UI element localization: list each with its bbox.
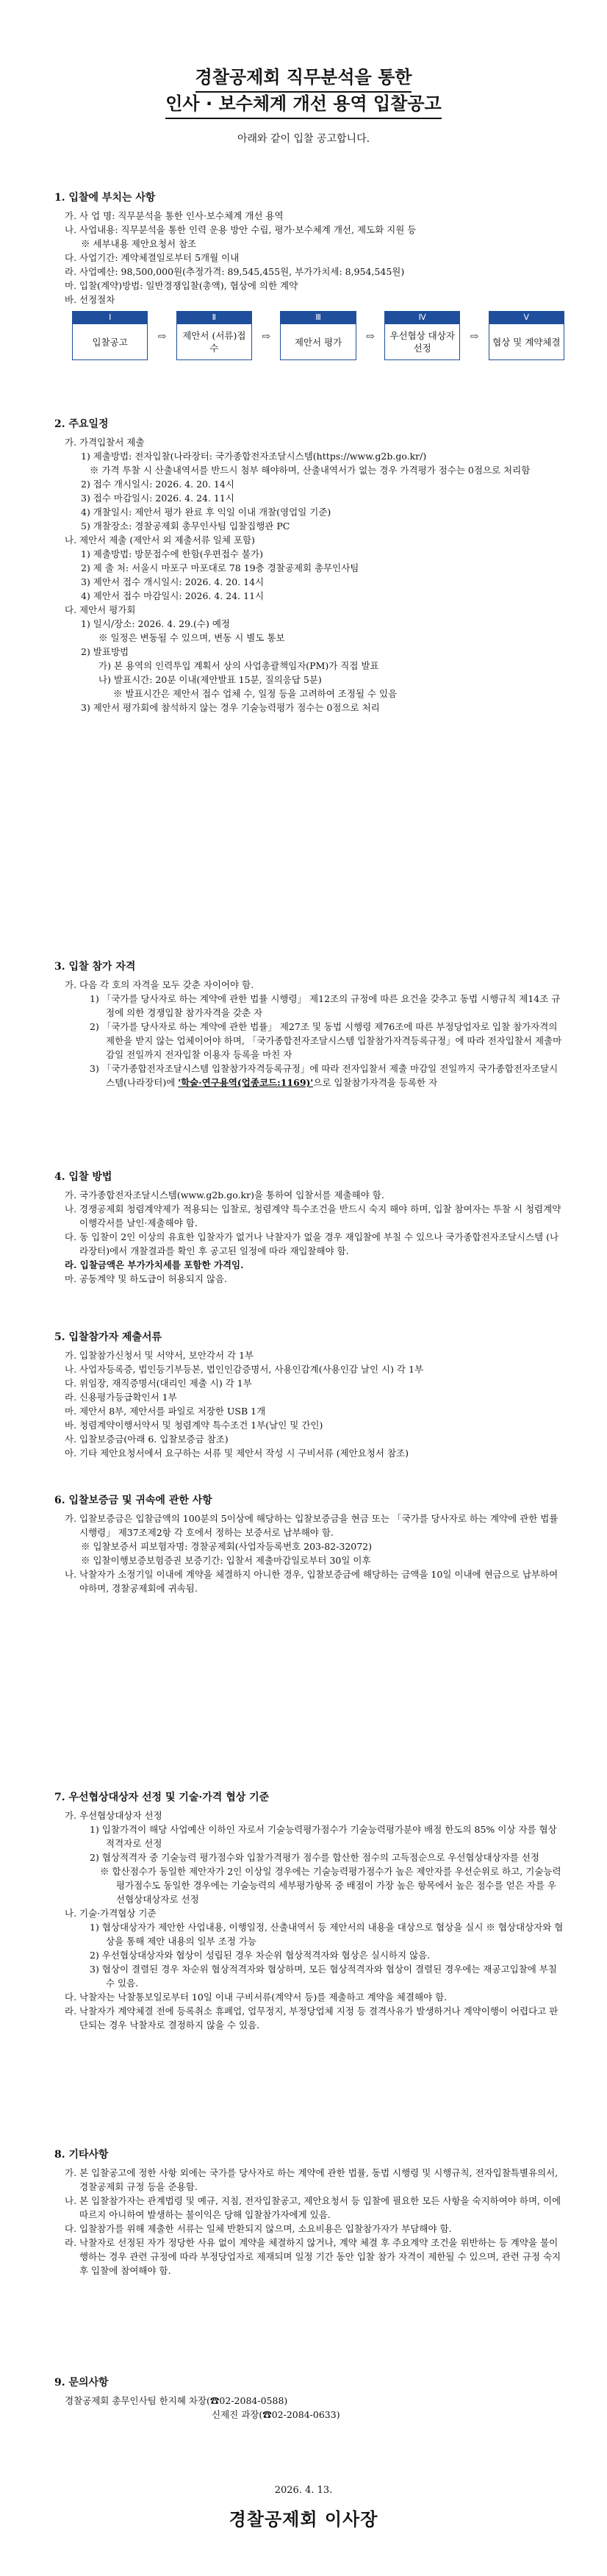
issuer-name: 경찰공제회 이사장 — [229, 2509, 378, 2530]
text-line: 4) 개찰일시: 제안서 평가 완료 후 익일 이내 개찰(영업일 기준) — [81, 507, 331, 518]
text-line: 바. 선정절차 — [65, 294, 115, 305]
section-negotiation — [54, 1789, 564, 2032]
text-line: 다. 제안서 평가회 — [65, 604, 136, 615]
section-bid-method — [54, 1169, 564, 1286]
section-heading: 8. 기타사항 — [54, 2149, 109, 2161]
notice-title-line1: 경찰공제회 직무분석을 통한 — [0, 65, 607, 93]
note-line: ※ 합산점수가 동일한 제안자가 2인 이상일 경우에는 기술능력평가점수가 높은 제안자를 우선순위로 하고, 기술능력평가점수도 동일한 경우에는 기술능력의 세부평가항목 중 배점이 가장 높은 항목에서 높은 점수를 얻은 자를 우선협상대상자로 선정 — [100, 1866, 561, 1905]
text-line: 마. 입찰(계약)방법: 일반경쟁입찰(총액), 협상에 의한 계약 — [65, 280, 298, 291]
note-line: ※ 세부내용 제안요청서 참조 — [81, 238, 197, 249]
section-inquiry — [54, 2375, 564, 2422]
text-line: 3) 제안서 평가회에 참석하지 않는 경우 기술능력평가 점수는 0점으로 처리 — [81, 702, 380, 713]
note-line: ※ 입찰보증서 피보험자명: 경찰공제회(사업자등록번호 203-82-32072) — [81, 1541, 372, 1552]
text-line: 2) 협상적격자 중 기술능력 평가점수와 입찰가격평가 점수를 합산한 점수의 고득점순으로 우선협상대상자를 선정 — [90, 1852, 539, 1863]
text-line: 3) 접수 마감일시: 2026. 4. 24. 11시 — [81, 493, 234, 504]
text-line: 라. 입찰금액은 부가가치세를 포함한 가격임. — [65, 1259, 244, 1270]
section-bid-bond — [54, 1492, 564, 1595]
text-line: 다. 동 입찰이 2인 이상의 유효한 입찰자가 없거나 낙찰자가 없을 경우 재입찰에 부칠 수 있으나 국가종합전자조달시스템 (나라장터)에서 개찰결과를 확인 후 공고된 일정에 따라 재입찰해야 함. — [65, 1231, 559, 1256]
text-line: 가. 국가종합전자조달시스템(www.g2b.go.kr)을 통하여 입찰서를 제출해야 함. — [65, 1189, 384, 1201]
text-line: 1) 제출방법: 방문접수에 한함(우편접수 불가) — [81, 548, 263, 559]
text-line: 가. 입찰보증금은 입찰금액의 100분의 5이상에 해당하는 입찰보증금을 현금 또는 「국가를 당사자로 하는 계약에 관한 법률 시행령」 제37조제2항 각 호에서 정하는 보증서로 납부해야 함. — [65, 1513, 558, 1538]
text-line: 라. 낙찰자가 계약체결 전에 등록취소 휴폐업, 업무정지, 부정당업체 지정 등 결격사유가 발생하거나 계약이행이 어렵다고 판단되는 경우 낙찰자로 결정하지 않을 수 있음. — [65, 2006, 558, 2031]
text-line: 가. 본 입찰공고에 정한 사항 외에는 국가를 당사자로 하는 계약에 관한 법률, 동법 시행령 및 시행규칙, 전자입찰특별유의서, 경찰공제회 규정 등을 준용함. — [65, 2167, 558, 2192]
step-number: Ⅳ — [384, 311, 460, 324]
text-line: 가. 사 업 명: 직무분석을 통한 인사·보수체계 개선 용역 — [65, 210, 284, 221]
list-item: 가. 입찰참가신청서 및 서약서, 보안각서 각 1부 — [65, 1350, 254, 1361]
text-line: 마. 공동계약 및 하도급이 허용되지 않음. — [65, 1273, 228, 1284]
section-heading: 9. 문의사항 — [54, 2377, 109, 2389]
text-line: 나. 낙찰자가 소정기일 이내에 계약을 체결하지 아니한 경우, 입찰보증금에 해당하는 금액을 10일 이내에 현금으로 납부하여야하며, 경찰공제회에 귀속됨. — [65, 1569, 558, 1594]
list-item: 바. 청렴계약이행서약서 및 청렴계약 특수조건 1부(날인 및 간인) — [65, 1420, 323, 1431]
text-line: 3) 「국가종합전자조달시스템 입찰참가자격등록규정」에 따라 전자입찰서 제출 마감일 전일까지 국가종합전자조달시스템(나라장터)에 '학술·연구용역(업종코드:1169)'으로 입찰참가자격을 등록한 자 — [90, 1063, 558, 1088]
text-line: 나) 발표시간: 20분 이내(제안발표 15분, 질의응답 5분) — [98, 674, 322, 685]
procedure-step — [72, 311, 148, 360]
procedure-step — [280, 311, 356, 360]
notice-title-line2: 인사 · 보수체계 개선 용역 입찰공고 — [0, 91, 607, 119]
section-misc — [54, 2147, 564, 2278]
section-documents — [54, 1329, 564, 1460]
text-line: 나. 본 입찰참가자는 관계법령 및 예규, 지침, 전자입찰공고, 제안요청서 등 입찰에 필요한 모든 사항을 숙지하여야 하며, 이에 따르지 아니하여 발생하는 불이익은 당해 입찰참가자에게 있음. — [65, 2195, 561, 2220]
text-line: 1) 입찰가격이 해당 사업예산 이하인 자로서 기술능력평가점수가 기술능력평가분야 배점 한도의 85% 이상 자를 협상적격자로 선정 — [90, 1824, 557, 1849]
text-line: 나. 제안서 제출 (제안서 외 제출서류 일체 포함) — [65, 534, 255, 545]
section-heading: 2. 주요일정 — [54, 418, 109, 430]
text-line: 3) 협상이 결렬된 경우 차순위 협상적격자와 협상하며, 모든 협상적격자와 협상이 결렬된 경우에는 재공고입찰에 부칠 수 있음. — [90, 1964, 557, 1989]
note-line: ※ 입찰이행보증보험증권 보증기간: 입찰서 제출마감일로부터 30일 이후 — [81, 1555, 371, 1566]
industry-code-highlight: '학술·연구용역(업종코드:1169)' — [178, 1077, 314, 1088]
section-bid-items — [54, 190, 564, 365]
step-label: 우선협상 대상자 선정 — [384, 324, 460, 360]
text-line: 1) 협상대상자가 제안한 사업내용, 이행일정, 산출내역서 등 제안서의 내용을 대상으로 협상을 실시 ※ 협상대상자와 협상을 통해 제안 내용의 일부 조정 가능 — [90, 1922, 564, 1947]
text-line: 다. 낙찰자는 낙찰통보일로부터 10일 이내 구비서류(계약서 등)를 제출하고 계약을 체결해야 함. — [65, 1992, 448, 2003]
text-line: 4) 제안서 접수 마감일시: 2026. 4. 24. 11시 — [81, 590, 265, 601]
contact-line: 신제진 과장(☎02-2084-0633) — [212, 2409, 340, 2420]
section-eligibility — [54, 959, 564, 1090]
arrow-right-icon: ⇨ — [157, 331, 167, 343]
step-label: 협상 및 계약체결 — [489, 324, 564, 360]
section-heading: 4. 입찰 방법 — [54, 1171, 112, 1183]
list-item: 나. 사업자등록증, 법인등기부등본, 법인인감증명서, 사용인감계(사용인감 날인 시) 각 1부 — [65, 1364, 424, 1375]
arrow-right-icon: ⇨ — [365, 331, 375, 343]
text-line: 나. 사업내용: 직무분석을 통한 인력 운용 방안 수립, 평가·보수체계 개선, 제도화 지원 등 — [65, 224, 417, 235]
procedure-step — [384, 311, 460, 360]
list-item: 사. 입찰보증금(아래 6. 입찰보증금 참조) — [65, 1434, 229, 1445]
text-line: 라. 사업예산: 98,500,000원(추정가격: 89,545,455원, 부가가치세: 8,954,545원) — [65, 266, 405, 277]
text-line: 가. 다음 각 호의 자격을 모두 갖춘 자이어야 함. — [65, 979, 254, 990]
note-line: ※ 일정은 변동될 수 있으며, 변동 시 별도 통보 — [98, 632, 285, 643]
selection-procedure-flow — [72, 311, 564, 360]
text-line: 1) 제출방법: 전자입찰(나라장터: 국가종합전자조달시스템(https://www.g2b.go.kr/) — [81, 451, 427, 462]
list-item: 다. 위임장, 재직증명서(대리인 제출 시) 각 1부 — [65, 1378, 252, 1389]
notice-date: 2026. 4. 13. — [274, 2485, 333, 2496]
list-item: 마. 제안서 8부, 제안서를 파일로 저장한 USB 1개 — [65, 1406, 266, 1417]
text-line: 2) 「국가를 당사자로 하는 계약에 관한 법률」 제27조 및 동법 시행령 제76조에 따른 부정당업자로 입찰 참가자격의 제한을 받지 않는 업체이어야 하며, 「국가종합전자조달시스템 입찰참가자격등록규정」에 따라 전자입찰서 제출마감일 전일까지 전자입찰 이용자 등록을 마친 자 — [90, 1021, 562, 1060]
text-line: 가) 본 용역의 인력투입 계획서 상의 사업총괄책임자(PM)가 직접 발표 — [98, 660, 379, 671]
text-line: 나. 경쟁공제회 청렴계약제가 적용되는 입찰로, 청렴계약 특수조건을 반드시 숙지 해야 하며, 입찰 참여자는 투찰 시 청렴계약이행각서를 날인·제출해야 함. — [65, 1203, 561, 1228]
text-line: 2) 제 출 처: 서울시 마포구 마포대로 78 19층 경찰공제회 총무인사팀 — [81, 562, 359, 573]
text-line: 2) 발표방법 — [81, 646, 129, 657]
text-line: 1) 일시/장소: 2026. 4. 29.(수) 예정 — [81, 618, 230, 629]
text-line: 다. 사업기간: 계약체결일로부터 5개월 이내 — [65, 252, 240, 263]
text-line: 가. 우선협상대상자 선정 — [65, 1810, 162, 1821]
arrow-right-icon: ⇨ — [262, 331, 271, 343]
text-line: 라. 낙찰자로 선정된 자가 정당한 사유 없이 계약을 체결하지 않거나, 계약 체결 후 주요계약 조건을 위반하는 등 계약을 불이행하는 경우 관련 규정에 따라 부정당업자로 제재되며 일정 기간 동안 입찰 참가 자격이 제한될 수 있으며, 관련 규정 숙지 후 입찰에 참여해야 함. — [65, 2237, 561, 2276]
list-item: 아. 기타 제안요청서에서 요구하는 서류 및 제안서 작성 시 구비서류 (제안요청서 참조) — [65, 1448, 409, 1459]
step-number: Ⅱ — [176, 311, 252, 324]
section-heading: 3. 입찰 참가 자격 — [54, 961, 136, 973]
text-line: 2) 접수 개시일시: 2026. 4. 20. 14시 — [81, 479, 234, 490]
step-number: Ⅲ — [280, 311, 356, 324]
step-label: 제안서 평가 — [280, 324, 356, 360]
procedure-step — [489, 311, 564, 360]
contact-line: 경찰공제회 총무인사팀 한지혜 차장(☎02-2084-0588) — [65, 2395, 288, 2406]
step-number: Ⅴ — [489, 311, 564, 324]
notice-intro: 아래와 같이 입찰 공고합니다. — [237, 133, 370, 145]
section-heading: 5. 입찰참가자 제출서류 — [54, 1331, 162, 1343]
section-heading: 7. 우선협상대상자 선정 및 기술·가격 협상 기준 — [54, 1792, 270, 1803]
arrow-right-icon: ⇨ — [470, 331, 479, 343]
step-number: Ⅰ — [72, 311, 148, 324]
note-line: ※ 가격 투찰 시 산출내역서를 반드시 첨부 해야하며, 산출내역서가 없는 경우 가격평가 점수는 0점으로 처리함 — [90, 465, 531, 476]
text-line: 2) 우선협상대상자와 협상이 성립된 경우 차순위 협상적격자와 협상은 실시하지 않음. — [90, 1950, 431, 1961]
step-label: 제안서 (서류)접수 — [176, 324, 252, 360]
text-line: 가. 가격입찰서 제출 — [65, 437, 145, 448]
text-line: 3) 제안서 접수 개시일시: 2026. 4. 20. 14시 — [81, 576, 265, 587]
note-line: ※ 발표시간은 제안서 접수 업체 수, 일정 등을 고려하여 조정될 수 있음 — [113, 688, 398, 699]
section-schedule — [54, 416, 564, 715]
text-line: 나. 기술·가격협상 기준 — [65, 1908, 157, 1919]
text-line: 다. 입찰참가를 위해 제출한 서류는 일체 반환되지 않으며, 소요비용은 입찰참가자가 부담해야 함. — [65, 2223, 452, 2234]
procedure-step — [176, 311, 252, 360]
text-line: 1) 「국가를 당사자로 하는 계약에 관한 법률 시행령」 제12조의 규정에 따른 요건을 갖추고 동법 시행규칙 제14조 규정에 의한 경쟁입찰 참가자격을 갖춘 자 — [90, 993, 561, 1018]
section-heading: 6. 입찰보증금 및 귀속에 관한 사항 — [54, 1495, 212, 1506]
section-heading: 1. 입찰에 부치는 사항 — [54, 192, 156, 204]
text-line: 5) 개찰장소: 경찰공제회 총무인사팀 입찰집행관 PC — [81, 520, 290, 532]
list-item: 라. 신용평가등급확인서 1부 — [65, 1392, 177, 1403]
step-label: 입찰공고 — [72, 324, 148, 360]
